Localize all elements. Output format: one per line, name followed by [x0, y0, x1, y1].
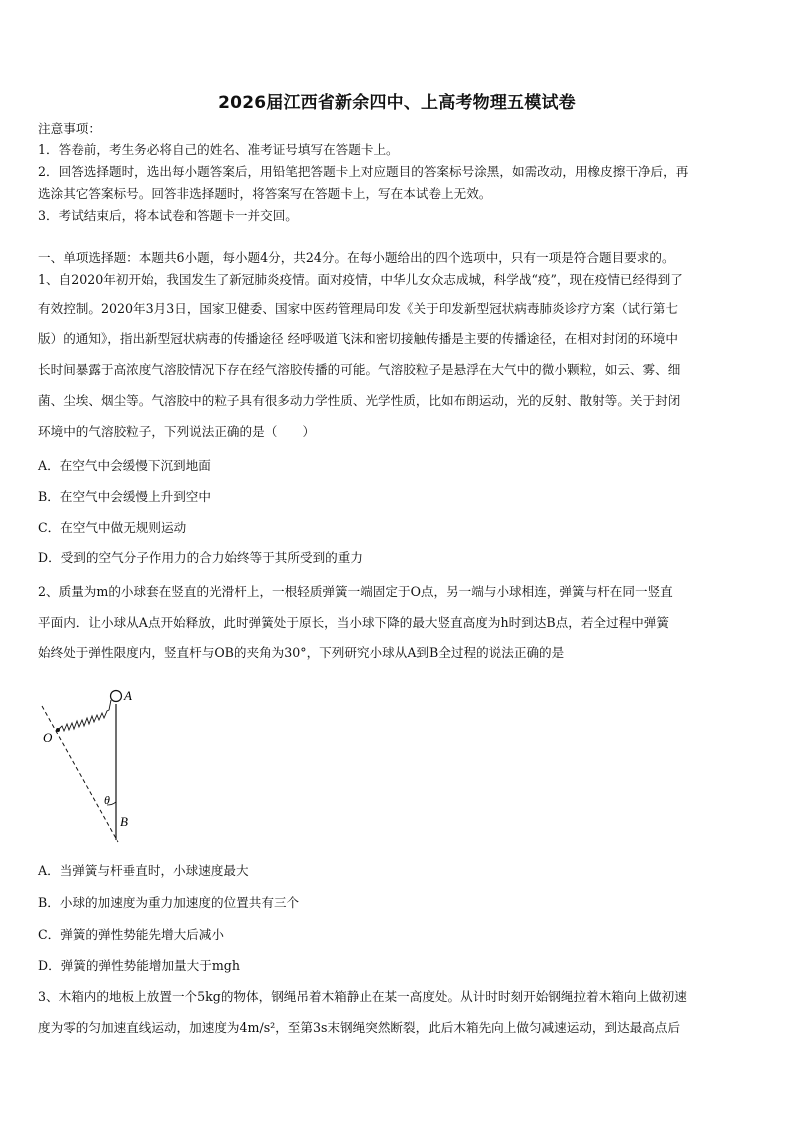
- question-1-option-a: A．在空气中会缓慢下沉到地面: [38, 458, 211, 473]
- question-1-option-d: D．受到的空气分子作用力的合力始终等于其所受到的重力: [38, 550, 363, 565]
- question-2-text: 平面内．让小球从A点开始释放，此时弹簧处于原长，当小球下降的最大竖直高度为h时到达B点，若全过程中弹簧: [38, 615, 669, 630]
- page-title: 2026届江西省新余四中、上高考物理五模试卷: [218, 93, 576, 113]
- question-1-text: 菌、尘埃、烟尘等。气溶胶中的粒子具有很多动力学性质、光学性质，比如布朗运动，光的反射、散射等。关于封闭: [38, 393, 681, 408]
- section-heading: 一、单项选择题：本题共6小题，每小题4分，共24分。在每小题给出的四个选项中，只有一项是符合题目要求的。: [38, 250, 675, 265]
- question-2-text: 2、质量为m的小球套在竖直的光滑杆上，一根轻质弹簧一端固定于O点，另一端与小球相连，弹簧与杆在同一竖直: [38, 584, 673, 599]
- notice-item: 选涂其它答案标号。回答非选择题时，将答案写在答题卡上，写在本试卷上无效。: [38, 186, 492, 201]
- notice-item: 1．答卷前，考生务必将自己的姓名、准考证号填写在答题卡上。: [38, 142, 399, 157]
- question-2-option-a: A．当弹簧与杆垂直时，小球速度最大: [38, 863, 249, 878]
- notice-item: 2．回答选择题时，选出每小题答案后，用铅笔把答题卡上对应题目的答案标号涂黑，如需改动，用橡皮擦干净后，再: [38, 164, 689, 179]
- label-a: A: [124, 688, 132, 703]
- question-1-option-b: B．在空气中会缓慢上升到空中: [38, 489, 211, 504]
- question-3-text: 度为零的匀加速直线运动，加速度为4m/s²，至第3s末钢绳突然断裂，此后木箱先向上做匀减速运动，到达最高点后: [38, 1020, 681, 1035]
- spring-coil: [58, 700, 111, 731]
- question-1-option-c: C．在空气中做无规则运动: [38, 520, 187, 535]
- question-1-text: 环境中的气溶胶粒子，下列说法正确的是（ ）: [38, 424, 316, 439]
- question-3-text: 3、木箱内的地板上放置一个5kg的物体，钢绳吊着木箱静止在某一高度处。从计时时刻开始钢绳拉着木箱向上做初速: [38, 989, 687, 1004]
- question-2-text: 始终处于弹性限度内，竖直杆与OB的夹角为30°，下列研究小球从A到B全过程的说法正确的是: [38, 645, 565, 660]
- notice-heading: 注意事项：: [38, 121, 101, 136]
- question-1-text: 版）的通知》，指出新型冠状病毒的传播途径 经呼吸道飞沫和密切接触传播是主要的传播途径，在相对封闭的环境中: [38, 331, 678, 346]
- label-theta: θ: [104, 793, 110, 807]
- ball: [111, 691, 122, 702]
- question-2-option-c: C．弹簧的弹性势能先增大后减小: [38, 927, 224, 942]
- pivot-o: [56, 728, 60, 732]
- question-1-text: 有效控制。2020年3月3日，国家卫健委、国家中医药管理局印发《关于印发新型冠状病毒肺炎诊疗方案（试行第七: [38, 301, 678, 316]
- notice-item: 3．考试结束后，将本试卷和答题卡一并交回。: [38, 208, 298, 223]
- spring-rod-diagram: [34, 680, 144, 850]
- question-2-option-d: D．弹簧的弹性势能增加量大于mgh: [38, 958, 240, 973]
- question-1-text: 1、自2020年初开始，我国发生了新冠肺炎疫情。面对疫情，中华儿女众志成城，科学战“疫”，现在疫情已经得到了: [38, 272, 683, 287]
- label-o: O: [43, 730, 53, 745]
- question-1-text: 长时间暴露于高浓度气溶胶情况下存在经气溶胶传播的可能。气溶胶粒子是悬浮在大气中的微小颗粒，如云、雾、细: [38, 362, 681, 377]
- label-b: B: [120, 814, 128, 829]
- question-2-option-b: B．小球的加速度为重力加速度的位置共有三个: [38, 895, 300, 910]
- dashed-line-ob: [42, 706, 118, 842]
